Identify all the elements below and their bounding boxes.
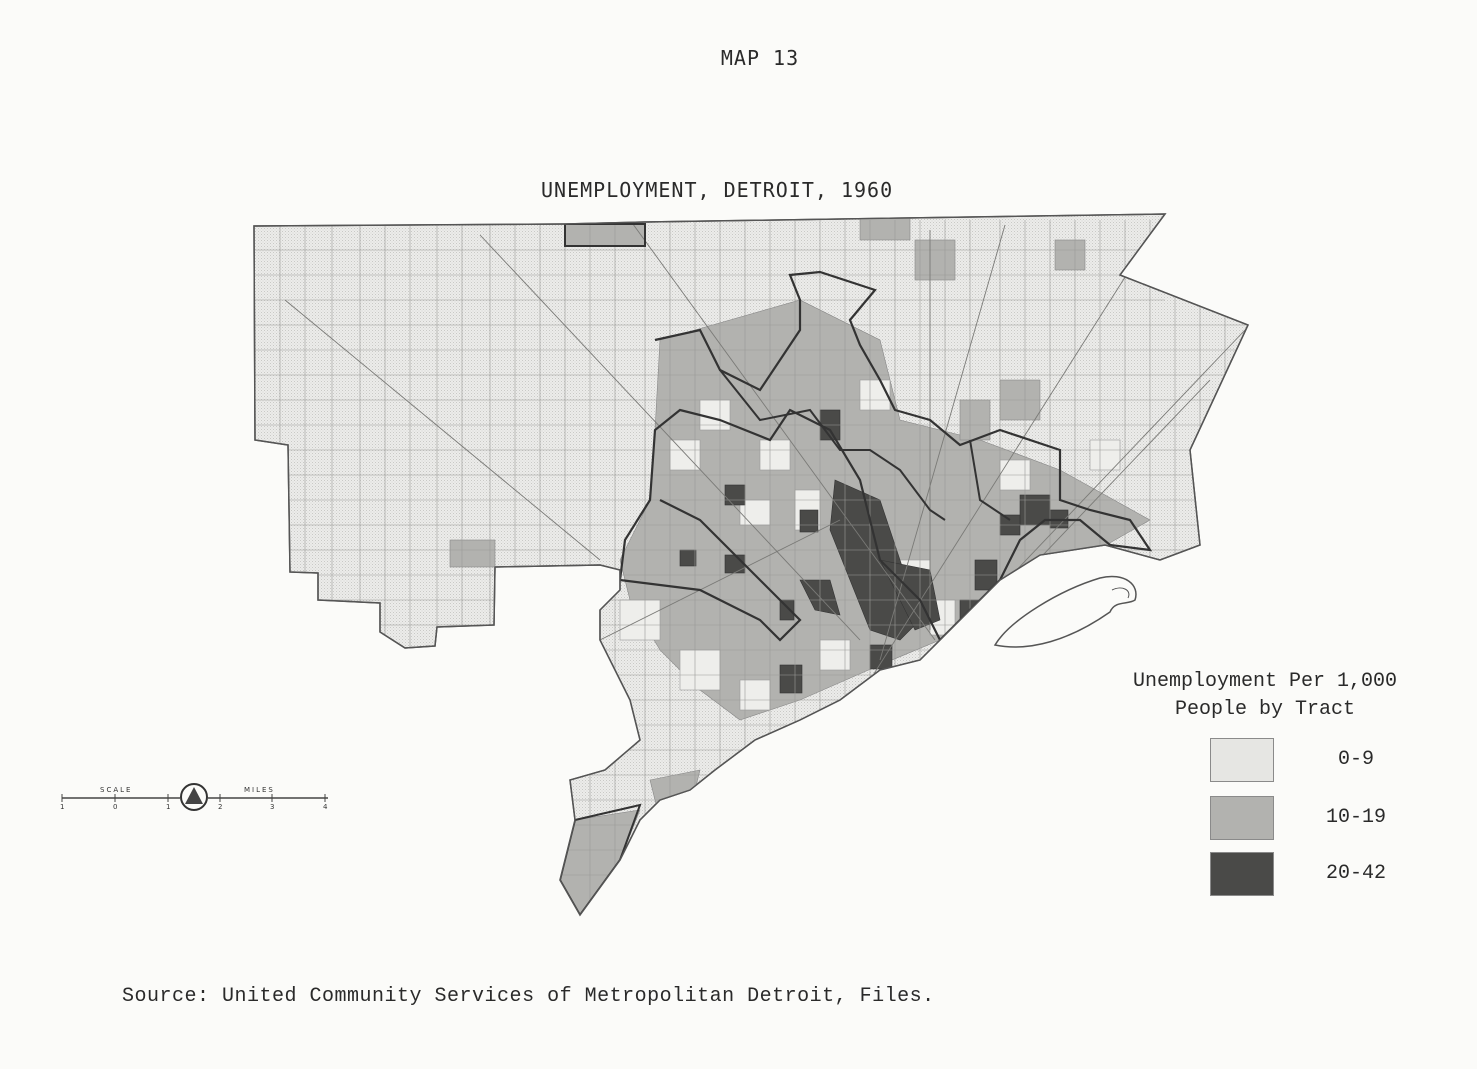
legend-label-high: 20-42	[1325, 862, 1386, 885]
scale-tick-5: 3	[270, 803, 277, 811]
legend-item-high	[1210, 852, 1440, 898]
scale-tick-2: 0	[113, 803, 120, 811]
scale-tick-6: 4	[323, 803, 330, 811]
belle-isle	[995, 577, 1136, 647]
source-note: Source: United Community Services of Metropolitan Detroit, Files.	[122, 985, 935, 1008]
map-title: UNEMPLOYMENT, DETROIT, 1960	[541, 178, 894, 202]
legend-label-low: 0-9	[1337, 748, 1374, 771]
legend-title	[1100, 668, 1430, 724]
scale-tick-4: 2	[218, 803, 225, 811]
map-number: MAP 13	[720, 46, 800, 70]
scale-label-left: SCALE	[100, 786, 133, 794]
legend-label-medium: 10-19	[1325, 806, 1386, 829]
scale-tick-3: 1	[166, 803, 173, 811]
legend-swatch-high	[1210, 852, 1274, 896]
legend-item-low	[1210, 738, 1440, 784]
scale-tick-1: 1	[60, 803, 67, 811]
legend-title-line2: People by Tract	[1174, 698, 1356, 721]
scale-label-right: MILES	[244, 786, 275, 794]
legend-item-medium	[1210, 796, 1440, 842]
legend-swatch-low	[1210, 738, 1274, 782]
legend-swatch-medium	[1210, 796, 1274, 840]
legend-title-line1: Unemployment Per 1,000	[1132, 670, 1398, 693]
